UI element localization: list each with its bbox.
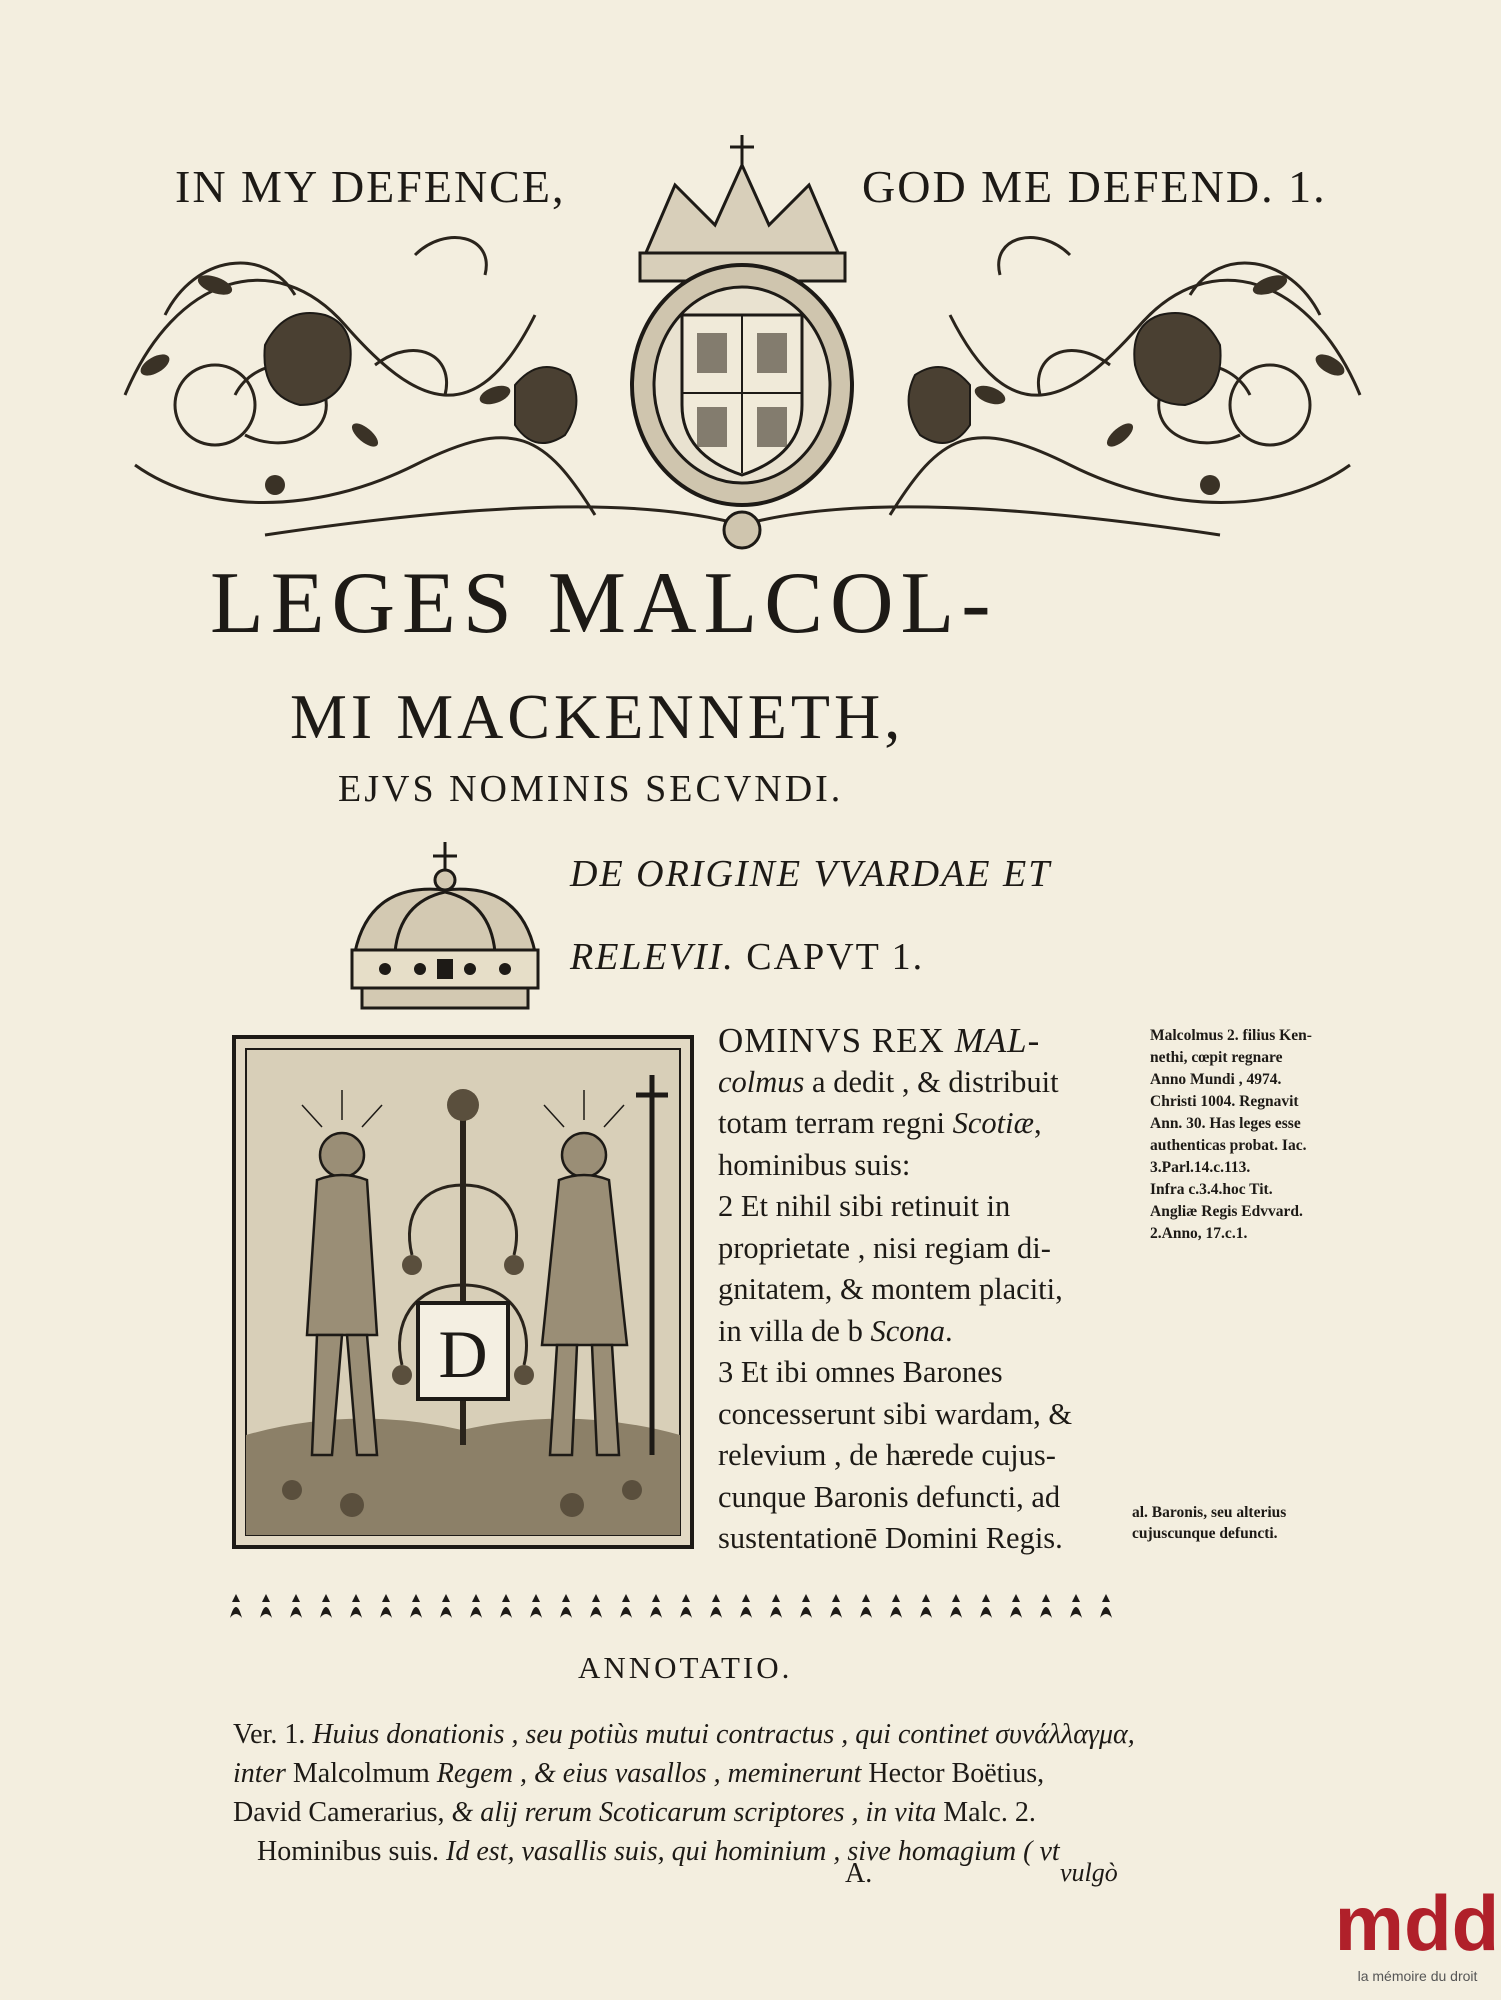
fleuron-ornament [1070,1594,1082,1618]
fleuron-ornament [710,1594,722,1618]
fleuron-ornament [290,1594,302,1618]
fleuron-ornament [770,1594,782,1618]
crown-ornament [340,842,550,1017]
fleuron-ornament [890,1594,902,1618]
title-line-3: EJVS NOMINIS SECVNDI. [338,768,844,810]
signature-mark: A. [845,1858,873,1889]
fleuron-ornament [920,1594,932,1618]
annotation-line: Hominibus suis. Id est, vasallis suis, qui hominium , sive homagium ( vt [257,1836,1060,1867]
annotation-line: Ver. 1. Huius donationis , seu potiùs mutui contractus , qui continet συνάλλαγμα, [233,1719,1135,1750]
title-line-2: MI MACKENNETH, [290,681,905,752]
fleuron-ornament [230,1594,242,1618]
body-line: totam terram regni Scotiæ, [718,1106,1042,1140]
body-line: 3 Et ibi omnes Barones [718,1355,1003,1389]
mdd-logo [1340,1870,1495,1995]
body-line: OMINVS REX MAL- [718,1021,1041,1060]
fleuron-ornament [560,1594,572,1618]
svg-text:mdd: mdd [1340,1879,1495,1965]
chapter-heading-line-1: DE ORIGINE VVARDAE ET [570,853,1052,895]
fleuron-ornament [1040,1594,1052,1618]
fleuron-ornament [830,1594,842,1618]
fleuron-ornament [350,1594,362,1618]
woodcut-initial [232,1035,694,1549]
fleuron-ornament [800,1594,812,1618]
body-line: in villa de b Scona. [718,1313,953,1348]
annotation-line: David Camerarius, & alij rerum Scoticarum scriptores , in vita Malc. 2. [233,1797,1036,1828]
body-line: sustentationē Domini Regis. [718,1521,1063,1555]
initial-letter: D [438,1316,488,1392]
fleuron-divider [220,1588,1135,1626]
fleuron-ornament [590,1594,602,1618]
fleuron-ornament [440,1594,452,1618]
fleuron-ornament [860,1594,872,1618]
body-line: gnitatem, & montem placiti, [718,1272,1063,1306]
motto-left: IN MY DEFENCE, [175,161,566,212]
chapter-heading-line-2 [570,935,924,979]
main-text-block [718,1020,1138,1560]
body-line: relevium , de hærede cujus- [718,1438,1056,1472]
fleuron-ornament [530,1594,542,1618]
fleuron-ornament [680,1594,692,1618]
body-line: concesserunt sibi wardam, & [718,1396,1073,1431]
body-line: hominibus suis: [718,1147,911,1182]
fleuron-ornament [380,1594,392,1618]
annotation-text [233,1715,1133,1871]
fleuron-ornament [470,1594,482,1618]
catchword: vulgò [1060,1858,1118,1887]
fleuron-ornament [740,1594,752,1618]
body-line: colmus a dedit , & distribuit [718,1064,1059,1099]
fleuron-ornament [320,1594,332,1618]
motto-right: GOD ME DEFEND. 1. [862,161,1327,212]
body-line: 2 Et nihil sibi retinuit in [718,1189,1011,1223]
fleuron-ornament [260,1594,272,1618]
chapter-heading-caput: CAPVT 1. [746,936,925,978]
fleuron-ornament [650,1594,662,1618]
title-line-1: LEGES MALCOL- [210,555,998,652]
fleuron-ornament [950,1594,962,1618]
fleuron-ornament [1100,1594,1112,1618]
body-line: proprietate , nisi regiam di- [718,1230,1051,1265]
royal-arms-ornament [115,135,1370,555]
fleuron-ornament [500,1594,512,1618]
annotation-line: inter Malcolmum Regem , & eius vasallos , meminerunt Hector Boëtius, [233,1758,1045,1789]
logo-tagline: la mémoire du droit [1357,1968,1478,1984]
chapter-heading-italic: RELEVII. [570,936,735,978]
fleuron-ornament [980,1594,992,1618]
fleuron-ornament [410,1594,422,1618]
marginal-note: Malcolmus 2. filius Ken- nethi, cœpit regnare Anno Mundi , 4974. Christi 1004. Regnavit Ann. 30. Has leges esse authenticas probat. Iac. 3.Parl.14.c.113. Infra c.3.4.hoc Tit. Angliæ Regis Edvvard. 2.Anno, 17.c.1. [1150,1027,1312,1242]
marginal-note-variant: al. Baronis, seu alterius cujuscunque defuncti. [1132,1504,1287,1542]
body-line: cunque Baronis defuncti, ad [718,1479,1061,1514]
fleuron-ornament [620,1594,632,1618]
annotatio-heading: ANNOTATIO. [578,1650,793,1685]
fleuron-ornament [1010,1594,1022,1618]
